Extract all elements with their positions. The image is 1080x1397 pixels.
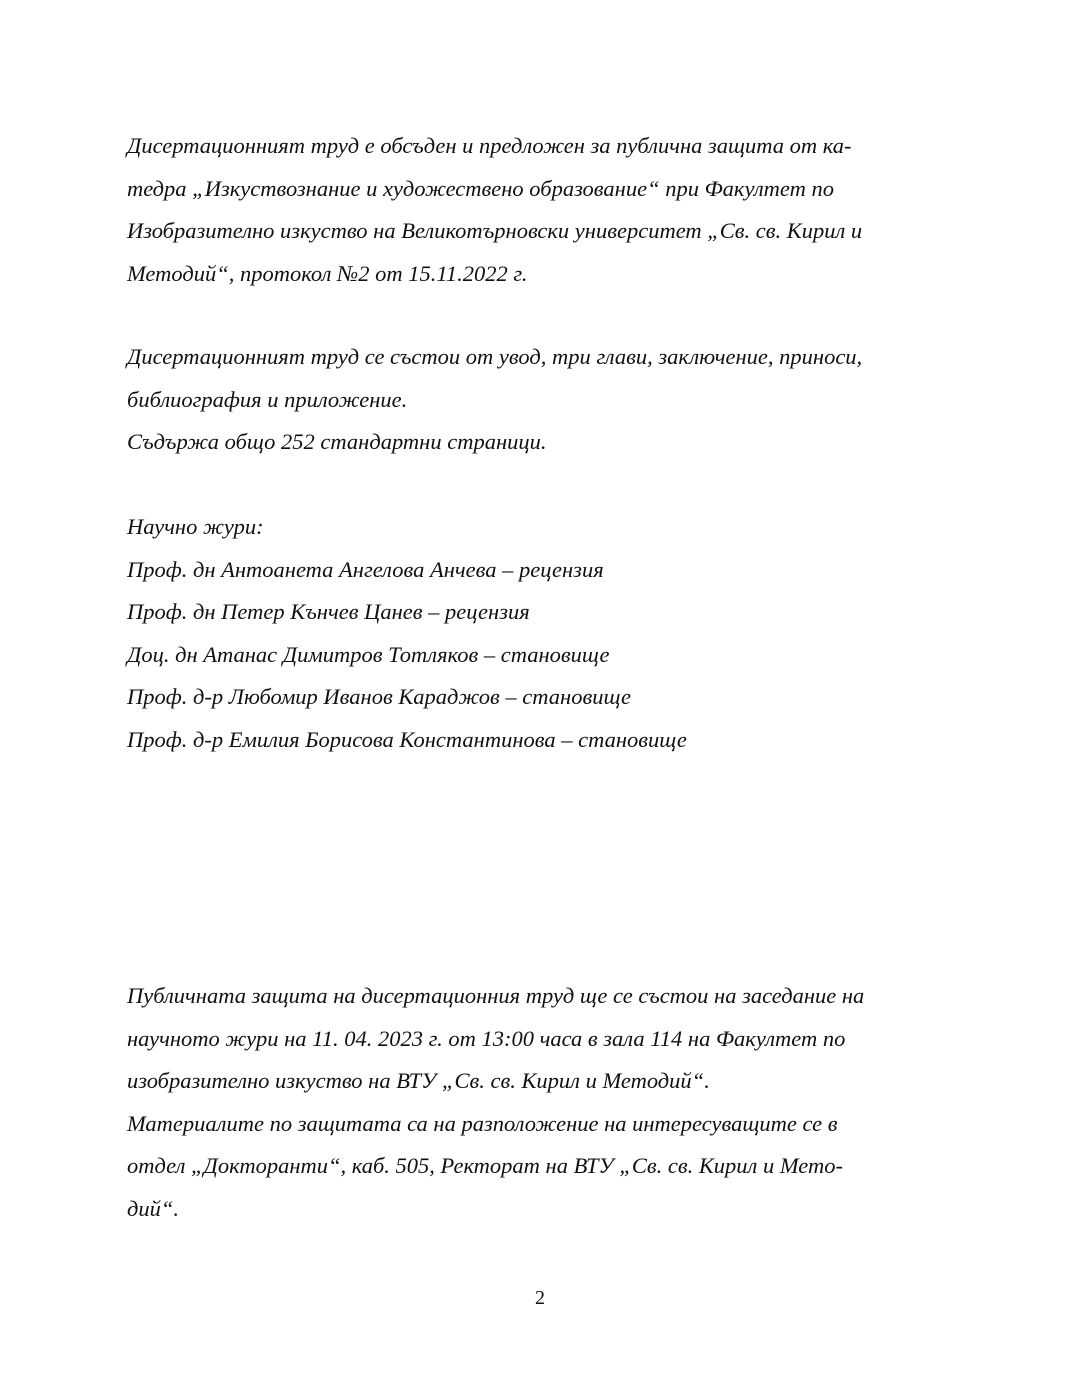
paragraph-line: Съдържа общо 252 стандартни страници. [127, 429, 547, 454]
jury-heading: Научно жури: [127, 514, 264, 539]
paragraph-line: Дисертационният труд е обсъден и предложен за публична защита от ка- [127, 133, 852, 158]
paragraph-line: Методий“, протокол №2 от 15.11.2022 г. [127, 260, 528, 286]
paragraph-line: тедра „Изкуствознание и художествено образование“ при Факултет по [127, 175, 834, 201]
paragraph-line: библиография и приложение. [127, 386, 408, 412]
structure-paragraph [127, 336, 957, 464]
paragraph-line: дий“. [127, 1195, 180, 1221]
paragraph-line: Материалите по защитата са на разположение на интересуващите се в [127, 1110, 838, 1136]
paragraph-line: изобразително изкуство на ВТУ „Св. св. Кирил и Методий“. [127, 1068, 710, 1093]
paragraph-line: Публичната защита на дисертационния труд ще се състои на заседание на [127, 983, 865, 1008]
jury-list [127, 506, 957, 761]
paragraph-line: отдел „Докторанти“, каб. 505, Ректорат на ВТУ „Св. св. Кирил и Мето- [127, 1153, 843, 1178]
paragraph-line: научното жури на 11. 04. 2023 г. от 13:00 часа в зала 114 на Факултет по [127, 1025, 846, 1051]
committee-paragraph [127, 125, 957, 295]
jury-member: Доц. дн Атанас Димитров Тотляков – становище [127, 641, 610, 667]
jury-member: Проф. дн Антоанета Ангелова Анчева – рецензия [127, 556, 604, 582]
defense-paragraph [127, 975, 957, 1230]
paragraph-line: Дисертационният труд се състои от увод, три глави, заключение, приноси, [127, 344, 863, 369]
jury-member: Проф. дн Петер Кънчев Цанев – рецензия [127, 599, 530, 624]
jury-member: Проф. д-р Любомир Иванов Караджов – становище [127, 684, 632, 709]
paragraph-line: Изобразително изкуство на Великотърновски университет „Св. св. Кирил и [127, 218, 863, 243]
jury-member: Проф. д-р Емилия Борисова Константинова – становище [127, 726, 687, 752]
page-number: 2 [535, 1287, 545, 1309]
